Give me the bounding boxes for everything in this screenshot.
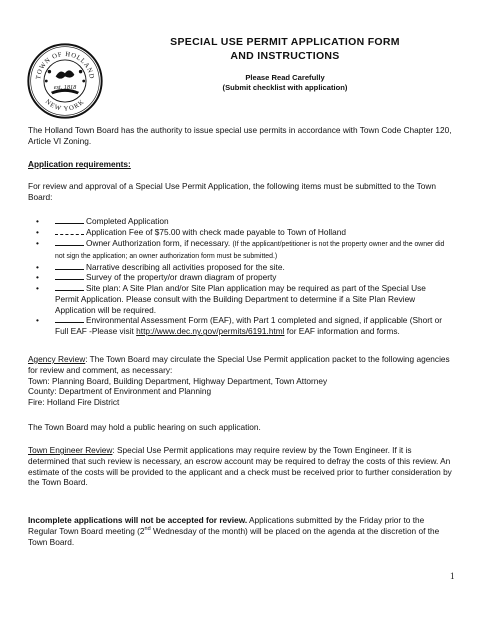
subtitle	[140, 73, 430, 94]
checklist	[28, 216, 448, 337]
checkbox-blank[interactable]	[55, 227, 84, 235]
intro-paragraph: The Holland Town Board has the authority to issue special use permits in accordance with Town Code Chapter 120, Article VI Zoning.	[28, 125, 452, 146]
agency-review-heading: Agency Review	[28, 354, 86, 364]
ordinal-suffix: nd	[144, 526, 151, 533]
subtitle-line-2: (Submit checklist with application)	[222, 83, 348, 93]
seal-bottom-text: NEW YORK	[43, 98, 87, 113]
item-text: Owner Authorization form, if necessary.	[86, 237, 231, 248]
agency-review-text: : The Town Board may circulate the Special Use Permit application packet to the following agencies for review and comment, as necessary:	[28, 354, 450, 375]
item-text: Survey of the property/or drawn diagram of property	[86, 272, 277, 283]
hearing-paragraph: The Town Board may hold a public hearing on such application.	[28, 422, 261, 432]
agency-review-section	[28, 354, 454, 408]
incomplete-text-a: Applications submitted by the Friday prior to the Regular Town Board meeting (2	[28, 515, 425, 536]
page-number: 1	[450, 571, 455, 581]
checkbox-blank[interactable]	[55, 283, 84, 291]
town-seal-logo	[26, 42, 104, 120]
checklist-item	[28, 238, 448, 262]
requirements-heading: Application requirements:	[28, 159, 131, 169]
checklist-item	[28, 272, 448, 283]
item-text: Environmental Assessment Form (EAF), with Part 1 completed and signed, if applicable (Short or Full EAF -Please visit	[55, 315, 443, 337]
agency-town: Town: Planning Board, Building Department, Highway Department, Town Attorney	[28, 375, 328, 386]
checklist-item	[28, 227, 448, 238]
agency-county: County: Department of Environment and Planning	[28, 386, 212, 397]
checkbox-blank[interactable]	[55, 262, 84, 270]
item-text-end: for EAF information and forms.	[284, 326, 400, 337]
seal-top-text: TOWN OF HOLLAND	[35, 50, 95, 80]
title-line-2: AND INSTRUCTIONS	[230, 49, 340, 62]
bullet-icon: •	[36, 237, 39, 248]
checkbox-blank[interactable]	[55, 315, 84, 323]
bullet-icon: •	[36, 315, 39, 326]
engineer-review-heading: Town Engineer Review	[28, 445, 113, 455]
bullet-icon: •	[36, 283, 39, 294]
bullet-icon: •	[36, 216, 39, 226]
checkbox-blank[interactable]	[55, 216, 84, 224]
checklist-item	[28, 216, 448, 227]
agency-fire: Fire: Holland Fire District	[28, 397, 120, 408]
item-note: (If the applicant/petitioner is not the property owner and the owner did not sign the application; an owner authorization form must be submitted.)	[55, 240, 445, 260]
subtitle-line-1: Please Read Carefully	[245, 73, 325, 82]
svg-text:NEW YORK	[44, 98, 86, 113]
engineer-review-section	[28, 445, 454, 488]
item-text: Completed Application	[86, 216, 169, 226]
checkbox-blank[interactable]	[55, 238, 84, 246]
title-line-1: SPECIAL USE PERMIT APPLICATION FORM	[170, 36, 400, 48]
requirements-lead: For review and approval of a Special Use Permit Application, the following items must be submitted to the Town Board:	[28, 181, 436, 202]
item-text: Application Fee of $75.00 with check made payable to Town of Holland	[86, 226, 346, 237]
bullet-icon: •	[36, 261, 39, 272]
incomplete-notice	[28, 515, 454, 547]
incomplete-bold: Incomplete applications will not be accepted for review.	[28, 515, 248, 525]
incomplete-text-b: Wednesday of the month) will be placed on the agenda at the discretion of the Town Board.	[28, 525, 440, 547]
bullet-icon: •	[36, 226, 39, 237]
seal-center-text: est. 1818	[53, 83, 77, 91]
checklist-item	[28, 315, 448, 337]
checklist-item	[28, 262, 448, 273]
bullet-icon: •	[36, 272, 39, 283]
item-text: Site plan: A Site Plan and/or Site Plan application may be required as part of the Special Use Permit Application. Please consult with the Building Department to determine if a Site Plan Review Application will be required.	[55, 283, 426, 315]
engineer-review-text: : Special Use Permit applications may require review by the Town Engineer. If it is determined that such review is necessary, an escrow account may be required to defray the costs of this review. An estimate of the costs will be provided to the applicant and a check must be received prior to further consideration by the Town Board.	[28, 445, 452, 488]
eaf-link[interactable]: http://www.dec.ny.gov/permits/6191.html	[136, 326, 285, 337]
checkbox-blank[interactable]	[55, 272, 84, 280]
checklist-item	[28, 283, 448, 315]
item-text: Narrative describing all activities proposed for the site.	[86, 261, 285, 272]
page-title	[140, 36, 430, 63]
